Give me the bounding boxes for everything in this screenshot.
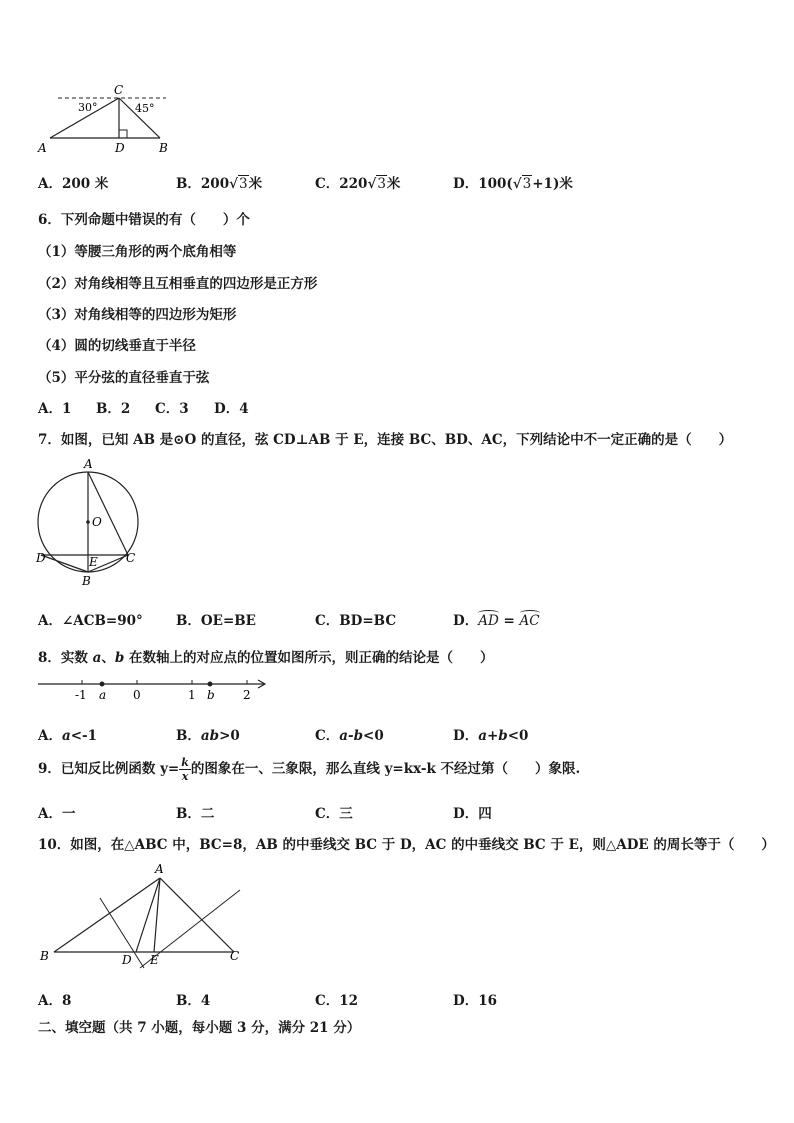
- q8-point-b: b: [207, 688, 215, 702]
- q7-label-o: O: [92, 515, 102, 529]
- q10-option-b[interactable]: B．4: [176, 993, 211, 1009]
- q8-tick-1: 1: [188, 688, 196, 702]
- q5-label-c: C: [114, 83, 124, 97]
- q6-item-2: （2）对角线相等且互相垂直的四边形是正方形: [38, 276, 318, 292]
- q7-label-b: B: [82, 574, 91, 588]
- q6-option-c[interactable]: C．3: [155, 401, 189, 417]
- arc-ac: AC: [519, 613, 540, 629]
- q8-option-c[interactable]: C．a-b<0: [315, 728, 384, 744]
- q8-tick-2: 2: [243, 688, 251, 702]
- q7-option-a[interactable]: A．∠ACB=90°: [38, 613, 143, 629]
- section-2-heading: 二、填空题（共 7 小题，每小题 3 分，满分 21 分）: [38, 1020, 361, 1036]
- q6-item-3: （3）对角线相等的四边形为矩形: [38, 307, 237, 323]
- sqrt-sign: √: [512, 176, 522, 192]
- q7-label-d: D: [36, 551, 46, 565]
- q7-option-c[interactable]: C．BD=BC: [315, 613, 397, 629]
- q7-option-d[interactable]: D．AD = AC: [453, 613, 540, 629]
- q10-option-d[interactable]: D．16: [453, 993, 497, 1009]
- q6-stem: 6．下列命题中错误的有（ ）个: [38, 212, 250, 228]
- arc-ad: AD: [478, 613, 499, 629]
- q9-option-b[interactable]: B．二: [176, 806, 215, 822]
- q8-option-b[interactable]: B．ab>0: [176, 728, 240, 744]
- q9-option-a[interactable]: A．一: [38, 806, 76, 822]
- q10-label-e: E: [150, 953, 159, 967]
- sqrt-sign: √: [367, 176, 377, 192]
- q8-option-d[interactable]: D．a+b<0: [453, 728, 529, 744]
- q10-stem: 10．如图，在△ABC 中，BC=8，AB 的中垂线交 BC 于 D，AC 的中垂线交 BC 于 E，则△ADE 的周长等于（ ）: [38, 837, 775, 853]
- q9-stem: 9．已知反比例函数 y= $\frac{k}{x}$ 的图象在一、三象限，那么直线 y=kx-k 不经过第（ ）象限.: [38, 756, 581, 783]
- q8-tick-minus1: -1: [75, 688, 87, 702]
- q6-option-b[interactable]: B．2: [96, 401, 131, 417]
- q5-option-a[interactable]: A．200 米: [38, 176, 109, 192]
- q5-label-b: B: [159, 141, 168, 155]
- q10-triangle-figure: [36, 860, 246, 970]
- q5-label-a: A: [38, 141, 47, 155]
- q6-option-d[interactable]: D．4: [214, 401, 249, 417]
- q6-option-a[interactable]: A．1: [38, 401, 72, 417]
- q5-figure: [36, 82, 176, 156]
- q8-point-a: a: [99, 688, 107, 702]
- q6-item-5: （5）平分弦的直径垂直于弦: [38, 370, 210, 386]
- q8-tick-0: 0: [133, 688, 141, 702]
- q10-option-c[interactable]: C．12: [315, 993, 359, 1009]
- q9-option-c[interactable]: C．三: [315, 806, 353, 822]
- q8-stem: 8．实数 a、b 在数轴上的对应点的位置如图所示，则正确的结论是（ ）: [38, 650, 494, 666]
- q5-option-d[interactable]: D．100(√3+1)米: [453, 176, 573, 192]
- q8-option-a[interactable]: A．a<-1: [38, 728, 98, 744]
- q7-stem: 7．如图，已知 AB 是⊙O 的直径，弦 CD⊥AB 于 E，连接 BC、BD、AC，下列结论中不一定正确的是（ ）: [38, 432, 733, 448]
- q8-number-line: [34, 672, 274, 704]
- q7-label-c: C: [126, 551, 136, 565]
- q9-option-d[interactable]: D．四: [453, 806, 492, 822]
- q7-label-a: A: [84, 457, 93, 471]
- q10-label-c: C: [230, 949, 240, 963]
- q7-label-e: E: [89, 555, 98, 569]
- q6-item-4: （4）圆的切线垂直于半径: [38, 338, 196, 354]
- q5-angle-30: 30°: [78, 101, 98, 114]
- q5-label-d: D: [115, 141, 125, 155]
- q7-option-b[interactable]: B．OE=BE: [176, 613, 256, 629]
- q5-option-b[interactable]: B．200√3米: [176, 176, 263, 192]
- q7-circle-figure: [34, 456, 142, 588]
- q5-angle-45: 45°: [135, 102, 155, 115]
- fraction-k-over-x: $\frac{k}{x}$: [181, 756, 189, 783]
- q6-item-1: （1）等腰三角形的两个底角相等: [38, 244, 237, 260]
- q5-option-c[interactable]: C．220√3米: [315, 176, 401, 192]
- q10-label-a: A: [155, 862, 164, 876]
- q10-label-b: B: [40, 949, 49, 963]
- q10-option-a[interactable]: A．8: [38, 993, 72, 1009]
- sqrt-sign: √: [229, 176, 238, 192]
- q10-label-d: D: [122, 953, 132, 967]
